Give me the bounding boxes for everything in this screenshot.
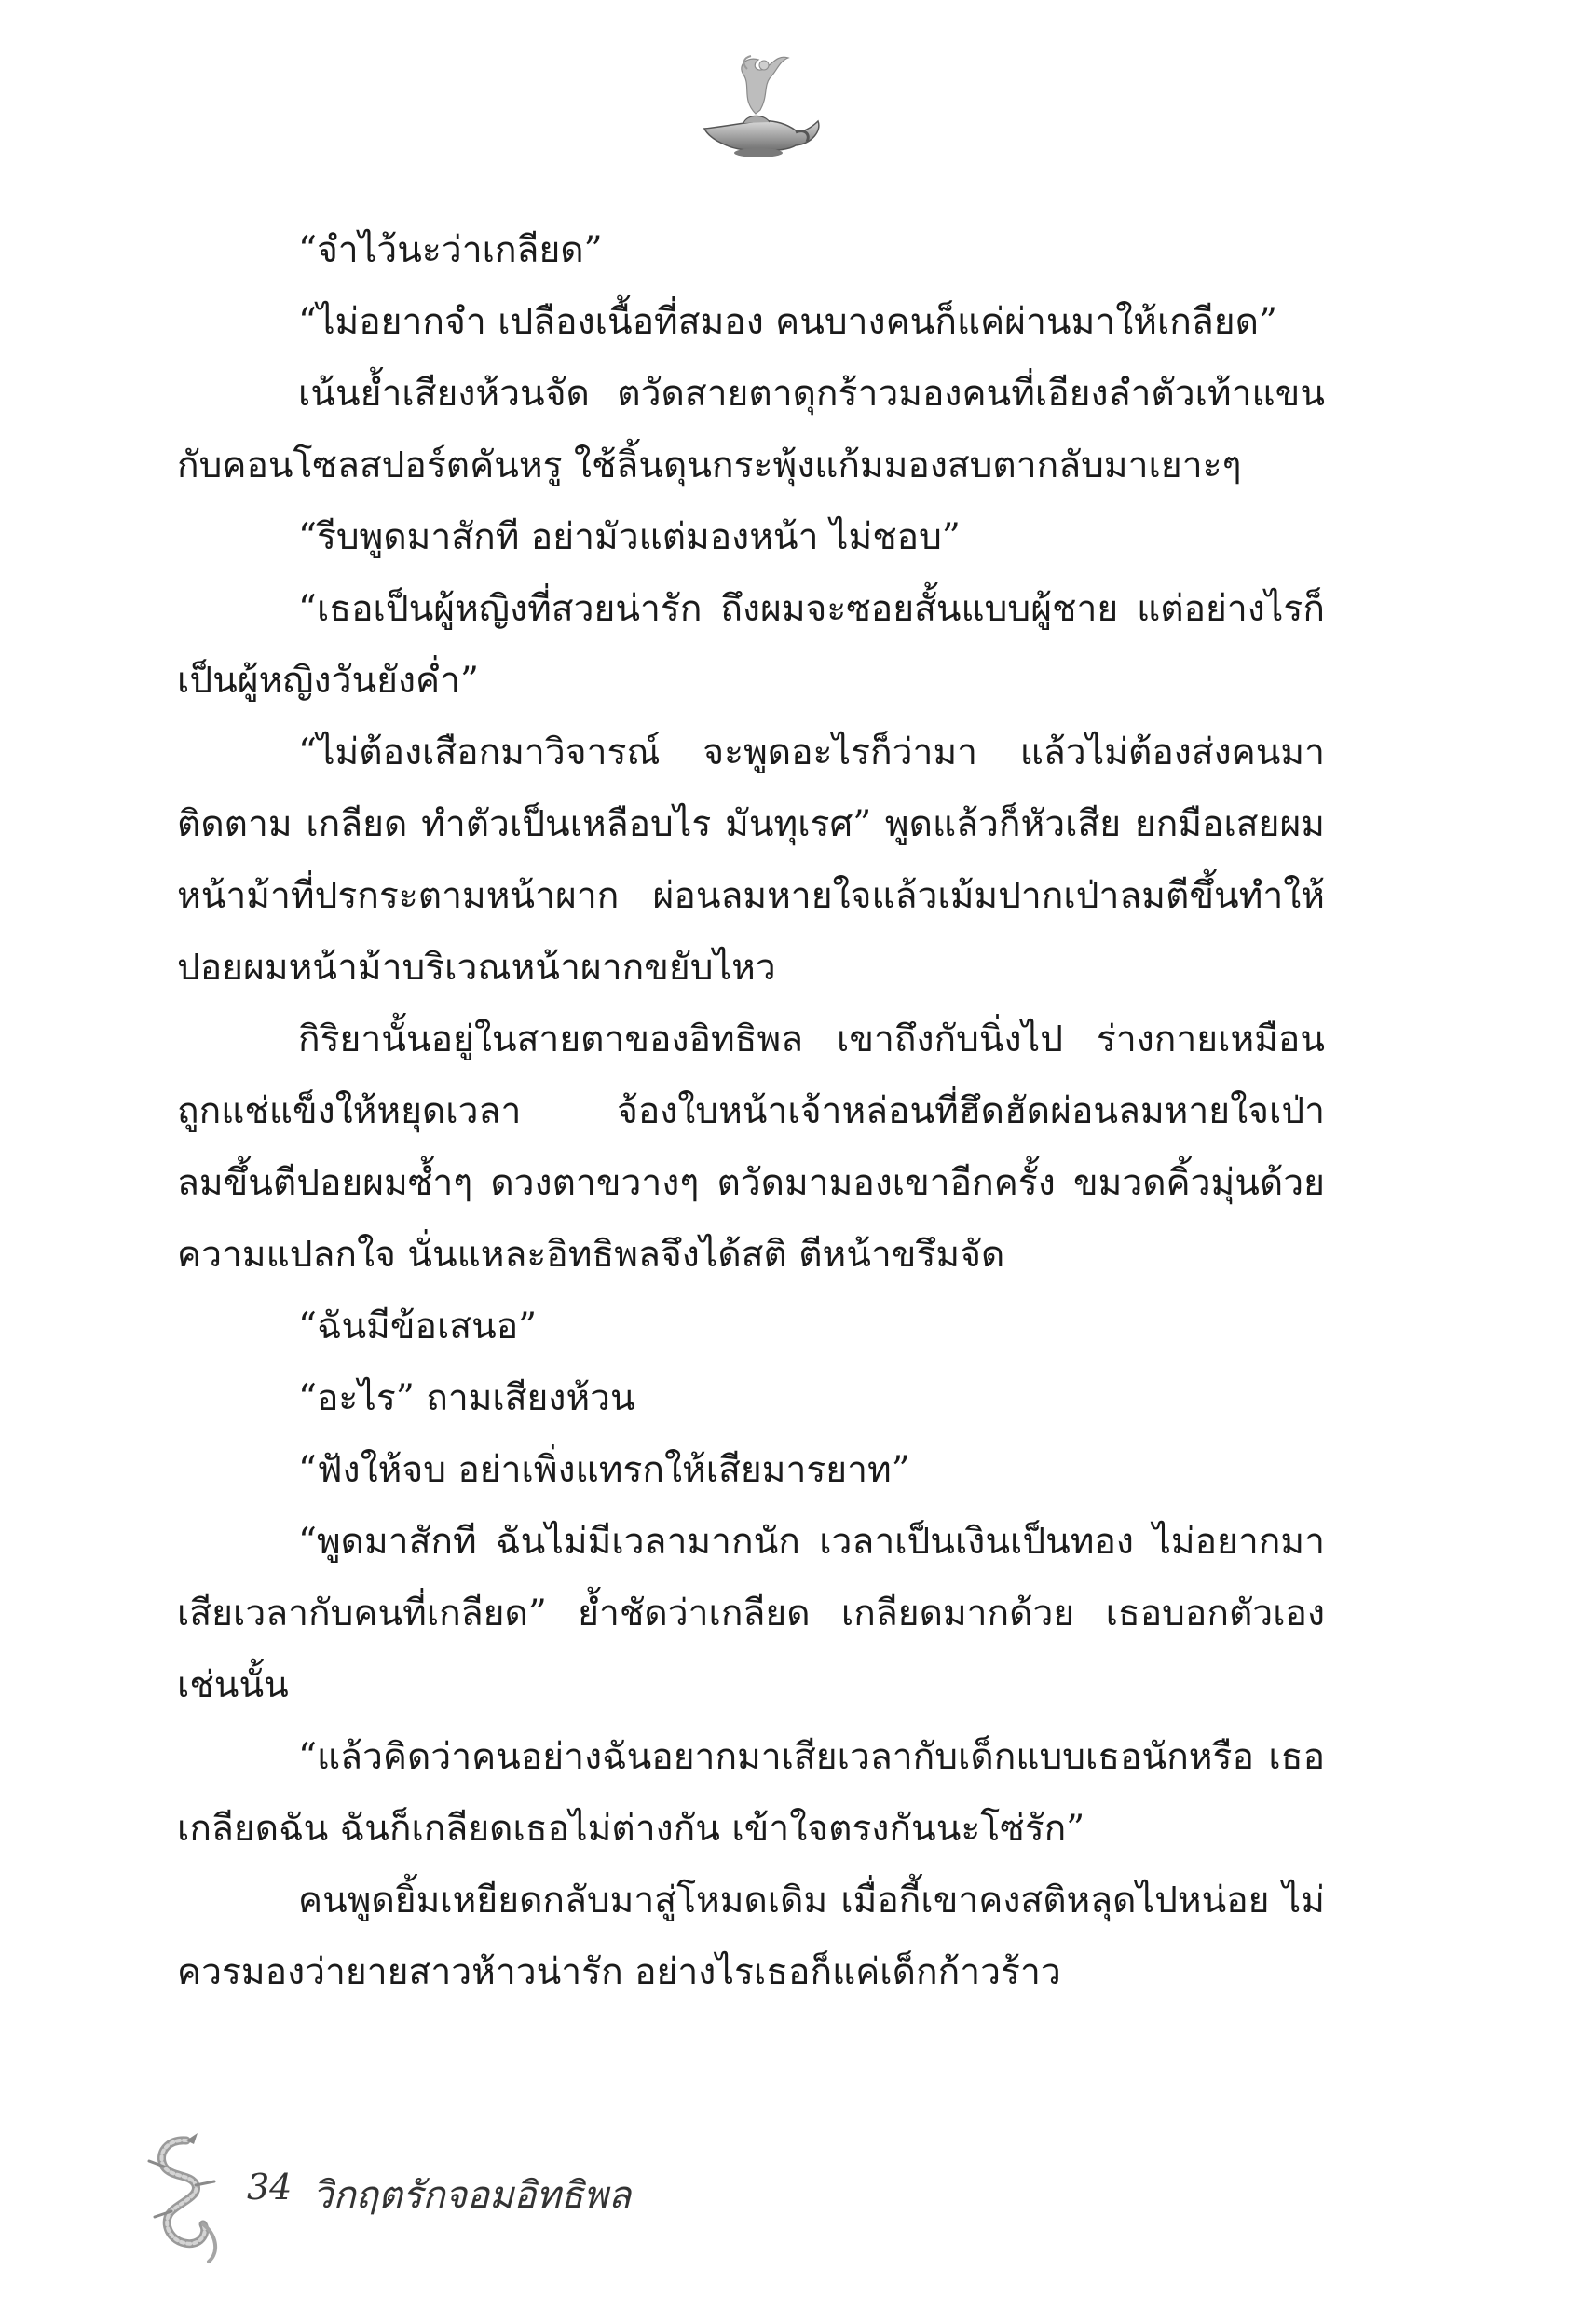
genie-lamp-icon (686, 48, 825, 165)
paragraph: กิริยานั้นอยู่ในสายตาของอิทธิพล เขาถึงกับนิ่งไป ร่างกายเหมือนถูกแช่แข็งให้หยุดเวลา จ้องใบหน้าเจ้าหล่อนที่ฮึดฮัดผ่อนลมหายใจเป่าลมขึ้นตีปอยผมซ้ำๆ ดวงตาขวางๆ ตวัดมามองเขาอีกครั้ง ขมวดคิ้วมุ่นด้วยความแปลกใจ นั่นแหละอิทธิพลจึงได้สติ ตีหน้าขรึมจัด (177, 1019, 1325, 1276)
paragraph: “พูดมาสักที ฉันไม่มีเวลามากนัก เวลาเป็นเงินเป็นทอง ไม่อยากมาเสียเวลากับคนที่เกลียด” ย้ำชัดว่าเกลียด เกลียดมากด้วย เธอบอกตัวเองเช่นนั้น (177, 1521, 1325, 1706)
page-footer (130, 2129, 969, 2269)
paragraph: เน้นย้ำเสียงห้วนจัด ตวัดสายตาดุกร้าวมองคนที่เอียงลำตัวเท้าแขนกับคอนโซลสปอร์ตคันหรู ใช้ลิ้นดุนกระพุ้งแก้มมองสบตากลับมาเยาะๆ (177, 373, 1325, 486)
paragraph: “ไม่อยากจำ เปลืองเนื้อที่สมอง คนบางคนก็แค่ผ่านมาให้เกลียด” (298, 301, 1277, 343)
paragraph: คนพูดยิ้มเหยียดกลับมาสู่โหมดเดิม เมื่อกี้เขาคงสติหลุดไปหน่อย ไม่ควรมองว่ายายสาวห้าวน่ารัก อย่างไรเธอก็แค่เด็กก้าวร้าว (177, 1880, 1325, 1993)
paragraph: “รีบพูดมาสักที อย่ามัวแต่มองหน้า ไม่ชอบ” (298, 516, 961, 558)
paragraph: “เธอเป็นผู้หญิงที่สวยน่ารัก ถึงผมจะซอยสั้นแบบผู้ชาย แต่อย่างไรก็เป็นผู้หญิงวันยังค่ำ” (177, 588, 1325, 702)
paragraph: “ไม่ต้องเสือกมาวิจารณ์ จะพูดอะไรก็ว่ามา แล้วไม่ต้องส่งคนมาติดตาม เกลียด ทำตัวเป็นเหลือบไร มันทุเรศ” พูดแล้วก็หัวเสีย ยกมือเสยผมหน้าม้าที่ปรกระตามหน้าผาก ผ่อนลมหายใจแล้วเม้มปากเป่าลมตีขึ้นทำให้ปอยผมหน้าม้าบริเวณหน้าผากขยับไหว (177, 732, 1325, 989)
paragraph: “อะไร” ถามเสียงห้วน (298, 1377, 635, 1419)
paragraph: “ฉันมีข้อเสนอ” (298, 1306, 538, 1347)
dragon-icon (130, 2129, 242, 2269)
body-text (177, 214, 1325, 2008)
paragraph: “ฟังให้จบ อย่าเพิ่งแทรกให้เสียมารยาท” (298, 1449, 910, 1491)
book-title: วิกฤตรักจอมอิทธิพล (312, 2174, 632, 2217)
paragraph: “จำไว้นะว่าเกลียด” (298, 229, 603, 271)
paragraph: “แล้วคิดว่าคนอย่างฉันอยากมาเสียเวลากับเด็กแบบเธอนักหรือ เธอเกลียดฉัน ฉันก็เกลียดเธอไม่ต่างกัน เข้าใจตรงกันนะโซ่รัก” (177, 1736, 1325, 1850)
page-number: 34 (247, 2167, 293, 2208)
